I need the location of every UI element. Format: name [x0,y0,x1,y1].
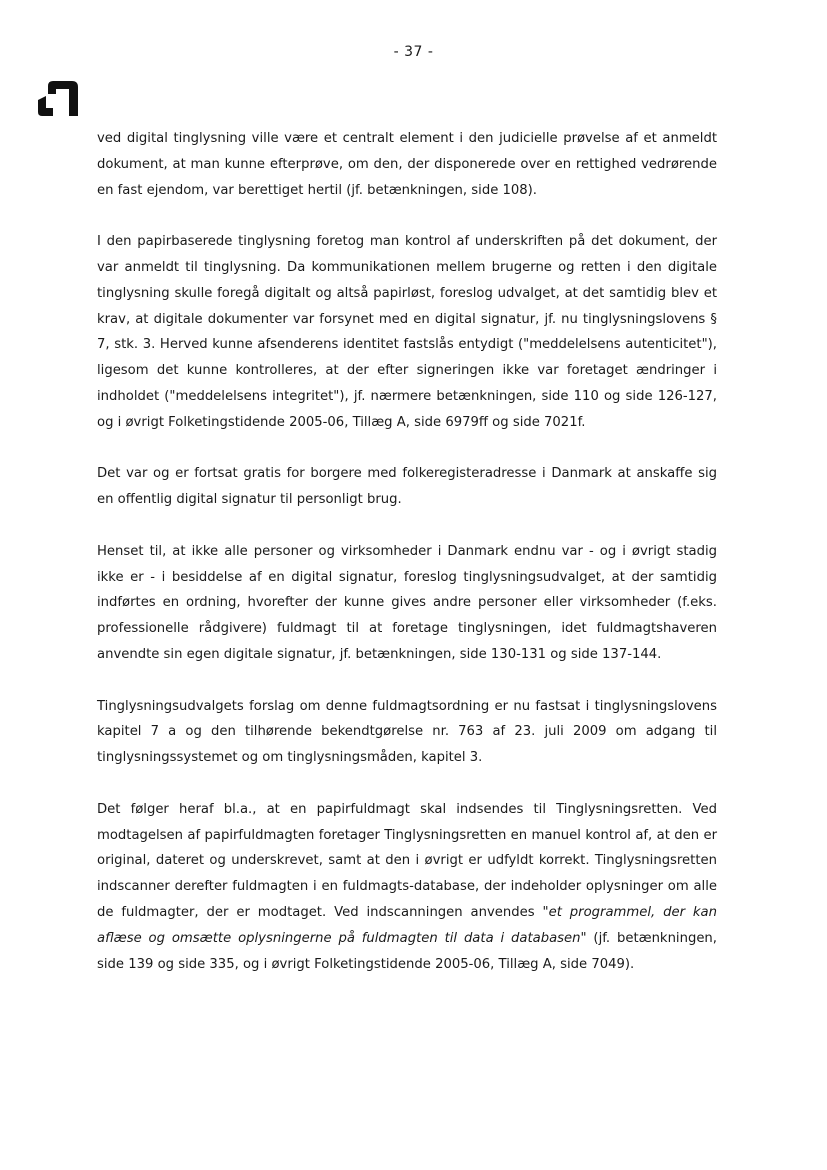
paragraph-5: Tinglysningsudvalgets forslag om denne fuldmagtsordning er nu fastsat i tinglysningslovens kapitel 7 a og den tilhørende bekendtgørelse nr. 763 af 23. juli 2009 om adgang til tinglysningssystemet og om tinglysningsmåden, kapitel 3. [97,698,717,766]
paragraph-6-quote: et programmel, der kan aflæse og omsætte oplysningerne på fuldmagten til data i databasen [97,904,717,946]
paragraph-3: Det var og er fortsat gratis for borgere med folkeregisteradresse i Danmark at anskaffe sig en offentlig digital signatur til personligt brug. [97,466,717,508]
document-body [97,126,717,1003]
paragraph-6-text-after: " (jf. betænkningen, side 139 og side 335, og i øvrigt Folketingstidende 2005-06, Tillæg A, side 7049). [97,930,717,972]
paragraph-1: ved digital tinglysning ville være et centralt element i den judicielle prøvelse af et anmeldt dokument, at man kunne efterprøve, om den, der disponerede over en rettighed vedrørende en fast ejendom, var berettiget hertil (jf. betænkningen, side 108). [97,131,717,198]
paragraph-6-text-before: Det følger heraf bl.a., at en papirfuldmagt skal indsendes til Tinglysningsretten. Ved modtagelsen af papirfuldmagten foretager Tinglysningsretten en manuel kontrol af, at den er original, dateret og underskrevet, samt at den i øvrigt er udfyldt korrekt. Tinglysningsretten indscanner derefter fuldmagten i en fuldmagts-database, der indeholder oplysninger om alle de fuldmagter, der er modtaget. Ved indscanningen anvendes " [97,801,717,920]
paragraph-6 [97,797,717,978]
page-number: - 37 - [393,44,434,60]
court-logo-icon [36,78,80,118]
paragraph-2: I den papirbaserede tinglysning foretog man kontrol af underskriften på det dokument, der var anmeldt til tinglysning. Da kommunikationen mellem brugerne og retten i den digitale tinglysning skulle foregå digitalt og altså papirløst, foreslog udvalget, at det samtidig blev et krav, at digitale dokumenter var forsynet med en digital signatur, jf. nu tinglysningslovens § 7, stk. 3. Herved kunne afsenderens identitet fastslås entydigt ("meddelelsens autenticitet"), ligesom det kunne kontrolleres, at der efter signeringen ikke var foretaget ændringer i indholdet ("meddelelsens integritet"), jf. nærmere betænkningen, side 110 og side 126-127, og i øvrigt Folketingstidende 2005-06, Tillæg A, side 6979ff og side 7021f. [97,234,717,430]
paragraph-4: Henset til, at ikke alle personer og virksomheder i Danmark endnu var - og i øvrigt stadig ikke er - i besiddelse af en digital signatur, foreslog tinglysningsudvalget, at der samtidig indførtes en ordning, hvorefter der kunne gives andre personer eller virksomheder (f.eks. professionelle rådgivere) fuldmagt til at foretage tinglysningen, idet fuldmagtshaveren anvendte sin egen digitale signatur, jf. betænkningen, side 130-131 og side 137-144. [97,543,717,662]
